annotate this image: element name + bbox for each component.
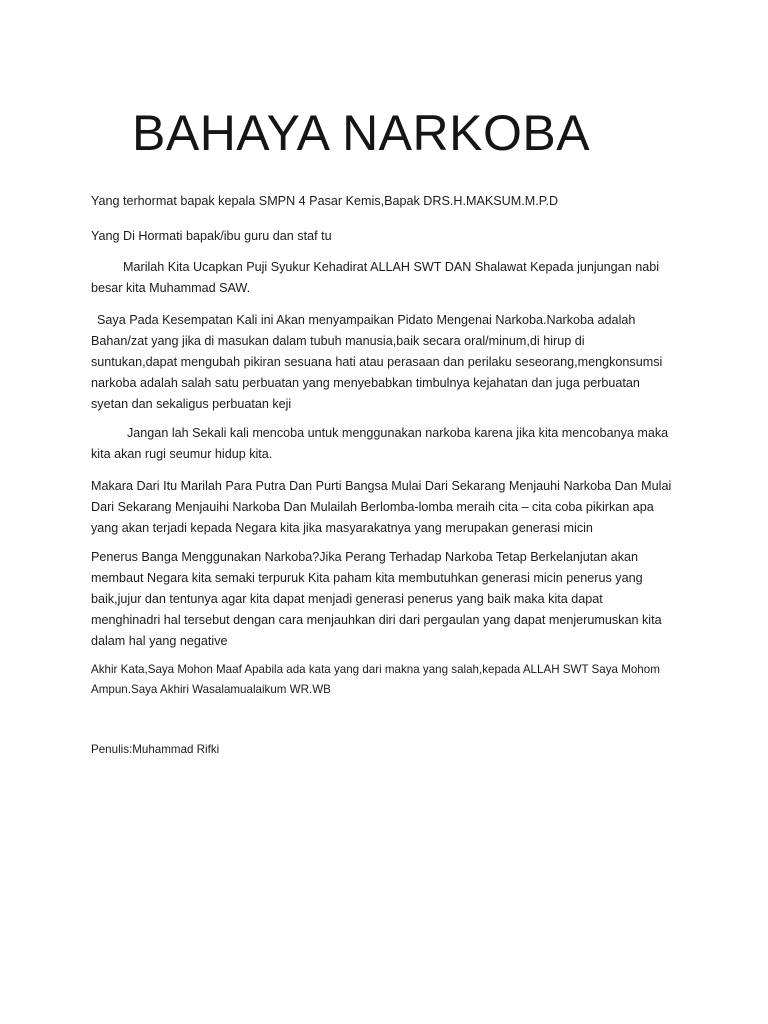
closing-paragraph: Akhir Kata,Saya Mohon Maaf Apabila ada kata yang dari makna yang salah,kepada ALLAH SWT Saya Mohom Ampun.Saya Akhiri Wasalamualaikum WR.WB: [91, 663, 660, 696]
narkoba-definition-paragraph: Saya Pada Kesempatan Kali ini Akan menyampaikan Pidato Mengenai Narkoba.Narkoba adalah Bahan/zat yang jika di masukan dalam tubuh manusia,baik secara oral/minum,di hirup di suntukan,dapat mengubah pikiran sesuana hati atau perasaan dan perilaku seseorang,mengkonsumsi narkoba adalah salah satu perbuatan yang menyebabkan timbulnya kejahatan dan juga perbuatan syetan dan sekaligus perbuatan keji: [91, 313, 663, 411]
author-line: Penulis:Muhammad Rifki: [91, 743, 220, 756]
warning-paragraph: Jangan lah Sekali kali mencoba untuk menggunakan narkoba karena jika kita mencobanya maka kita akan rugi seumur hidup kita.: [91, 426, 669, 461]
appeal-paragraph: Makara Dari Itu Marilah Para Putra Dan Purti Bangsa Mulai Dari Sekarang Menjauhi Narkoba Dan Mulai Dari Sekarang Menjauihi Narkoba Dan Mulailah Berlomba-lomba meraih cita – cita coba pikirkan apa yang akan terjadi kepada Negara kita jika masyarakatnya yang merupakan generasi micin: [91, 479, 672, 535]
document-title: BAHAYA NARKOBA: [132, 105, 591, 161]
greeting-teachers: Yang Di Hormati bapak/ibu guru dan staf tu: [91, 229, 332, 243]
successor-paragraph: Penerus Banga Menggunakan Narkoba?Jika Perang Terhadap Narkoba Tetap Berkelanjutan akan membaut Negara kita semaki terpuruk Kita paham kita membutuhkan generasi micin penerus yang baik,jujur dan tentunya agar kita dapat menjadi generasi penerus yang baik maka kita dapat menghinadri hal tersebut dengan cara menjauhkan diri dari pergaulan yang dapat menjerumuskan kita dalam hal yang negative: [91, 550, 662, 648]
opening-paragraph: Marilah Kita Ucapkan Puji Syukur Kehadirat ALLAH SWT DAN Shalawat Kepada junjungan nabi besar kita Muhammad SAW.: [91, 260, 660, 295]
greeting-headmaster: Yang terhormat bapak kepala SMPN 4 Pasar Kemis,Bapak DRS.H.MAKSUM.M.P.D: [91, 194, 559, 208]
